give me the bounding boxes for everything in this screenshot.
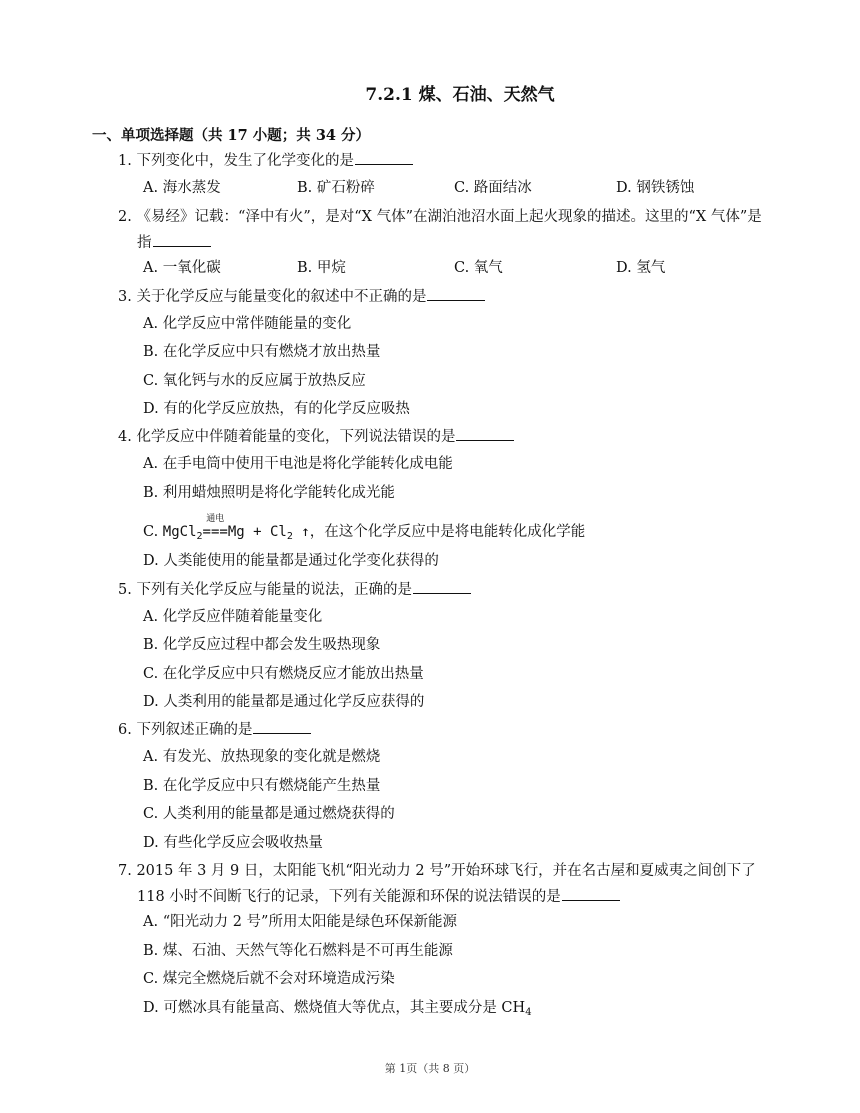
option-c-suffix: ，在这个化学反应中是将电能转化成化学能 — [309, 524, 586, 540]
option-d[interactable]: D. 人类利用的能量都是通过化学反应获得的 — [143, 694, 425, 710]
formula-reactant: MgCl$_2$ — [162, 524, 203, 542]
option-b[interactable]: B. 矿石粉碎 — [297, 180, 375, 196]
reaction-condition: 通电 — [206, 514, 225, 524]
option-a[interactable]: A. 海水蒸发 — [143, 180, 221, 196]
formula-products: $Mg + Cl_2$ ↑ — [227, 524, 310, 542]
option-c-prefix: C. — [143, 524, 163, 540]
option-a[interactable]: A. 化学反应中常伴随能量的变化 — [143, 316, 352, 332]
question-stem-line1: 7. 2015 年 3 月 9 日，太阳能飞机“阳光动力 2 号”开始环球飞行，并在名古屋和夏威夷之间创下了 — [118, 863, 756, 879]
option-d[interactable]: D. 有的化学反应放热，有的化学反应吸热 — [143, 401, 410, 417]
option-c[interactable]: C. 路面结冰 — [454, 180, 532, 196]
option-c[interactable]: C. 煤完全燃烧后就不会对环境造成污染 — [143, 971, 395, 987]
answer-blank[interactable] — [253, 719, 311, 734]
option-c[interactable]: C. 氧化钙与水的反应属于放热反应 — [143, 373, 366, 389]
option-c[interactable] — [143, 514, 586, 542]
question-stem-line2: 指 — [118, 232, 778, 254]
answer-blank[interactable] — [456, 426, 514, 441]
option-a[interactable]: A. 一氧化碳 — [143, 260, 221, 276]
answer-blank[interactable] — [427, 286, 485, 301]
question-1-options — [143, 176, 783, 198]
question-stem: 4. 化学反应中伴随着能量的变化，下列说法错误的是 — [118, 429, 456, 445]
option-d[interactable]: D. 可燃冰具有能量高、燃烧值大等优点，其主要成分是 $CH_4$ — [143, 1000, 532, 1018]
question-stem: 1. 下列变化中，发生了化学变化的是 — [118, 153, 354, 169]
option-b[interactable]: B. 在化学反应中只有燃烧能产生热量 — [143, 778, 381, 794]
option-d[interactable]: D. 氢气 — [616, 260, 666, 276]
question-stem-line2: 118 小时不间断飞行的记录，下列有关能源和环保的说法错误的是 — [118, 886, 778, 908]
question-6 — [118, 719, 768, 741]
page-footer: 第 1页（共 8 页） — [384, 1062, 476, 1075]
option-b[interactable]: B. 甲烷 — [297, 260, 346, 276]
answer-blank[interactable] — [153, 232, 211, 247]
option-c[interactable]: C. 氧气 — [454, 260, 503, 276]
question-stem-line1: 2. 《易经》记载：“泽中有火”，是对“X 气体”在湖泊池沼水面上起火现象的描述。这里的“X 气体”是 — [118, 209, 762, 225]
question-2 — [118, 206, 778, 254]
question-5 — [118, 579, 768, 601]
question-stem: 5. 下列有关化学反应与能量的说法，正确的是 — [118, 582, 412, 598]
question-stem: 3. 关于化学反应与能量变化的叙述中不正确的是 — [118, 289, 427, 305]
question-stem: 6. 下列叙述正确的是 — [118, 722, 253, 738]
option-b[interactable]: B. 化学反应过程中都会发生吸热现象 — [143, 637, 381, 653]
answer-blank[interactable] — [413, 579, 471, 594]
question-4 — [118, 426, 768, 448]
question-3 — [118, 286, 768, 308]
answer-blank[interactable] — [562, 886, 620, 901]
option-b[interactable]: B. 煤、石油、天然气等化石燃料是不可再生能源 — [143, 943, 453, 959]
answer-blank[interactable] — [355, 150, 413, 165]
option-a[interactable]: A. “阳光动力 2 号”所用太阳能是绿色环保新能源 — [143, 914, 457, 930]
option-c[interactable]: C. 人类利用的能量都是通过燃烧获得的 — [143, 806, 395, 822]
question-1 — [118, 150, 768, 172]
page-title: 7.2.1 煤、石油、天然气 — [365, 85, 555, 105]
option-a[interactable]: A. 在手电筒中使用干电池是将化学能转化成电能 — [143, 456, 453, 472]
option-c[interactable]: C. 在化学反应中只有燃烧反应才能放出热量 — [143, 666, 424, 682]
option-b[interactable]: B. 在化学反应中只有燃烧才放出热量 — [143, 344, 381, 360]
question-7 — [118, 860, 778, 908]
option-d[interactable]: D. 人类能使用的能量都是通过化学变化获得的 — [143, 553, 439, 569]
question-2-options — [143, 256, 783, 278]
option-b[interactable]: B. 利用蜡烛照明是将化学能转化成光能 — [143, 485, 395, 501]
option-d[interactable]: D. 有些化学反应会吸收热量 — [143, 835, 323, 851]
reaction-arrow: 通电 === — [203, 524, 228, 540]
section-heading: 一、单项选择题（共 17 小题；共 34 分） — [92, 127, 371, 144]
option-a[interactable]: A. 化学反应伴随着能量变化 — [143, 609, 323, 625]
option-a[interactable]: A. 有发光、放热现象的变化就是燃烧 — [143, 749, 381, 765]
option-d[interactable]: D. 钢铁锈蚀 — [616, 180, 695, 196]
